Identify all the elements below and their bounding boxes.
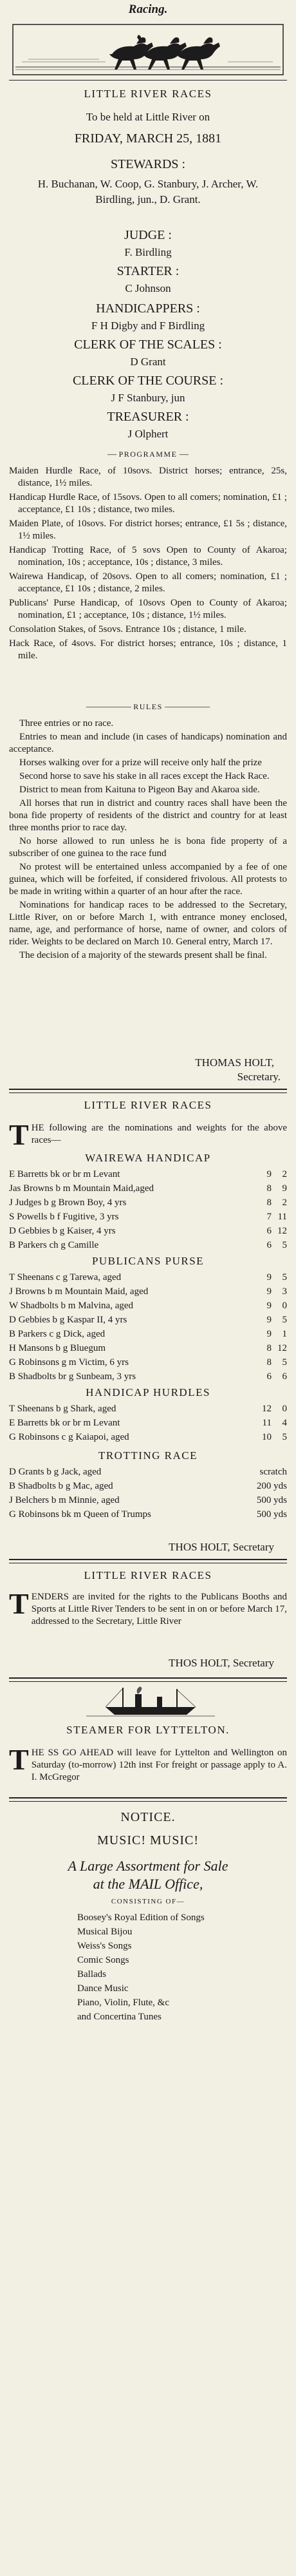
music-item: Musical Bijou bbox=[77, 1927, 133, 1937]
steamer-illustration bbox=[9, 1685, 287, 1719]
horse-entry: J Belchers b m Minnie, aged bbox=[9, 1495, 120, 1505]
programme-item: Handicap Trotting Race, of 5 sovs Open to County of Akaroa; nomination, 10s ; acceptance, 10s ; distance, 3 miles. bbox=[9, 545, 287, 568]
weight-pounds: 5 bbox=[282, 1240, 287, 1250]
tenders-text: ENDERS are invited for the rights to the Publicans Booths and Sports at Little River Tenders to be sent in on or before March 17, addressed to the Secretary, Little River bbox=[31, 1592, 287, 1627]
music-item: and Concertina Tunes bbox=[77, 2012, 162, 2022]
weight-stone: 10 bbox=[262, 1432, 272, 1442]
weight-stone: 8 bbox=[266, 1343, 272, 1353]
entry-row bbox=[9, 1493, 287, 1507]
horse-entry: J Browns b m Mountain Maid, aged bbox=[9, 1286, 149, 1297]
horse-entry: H Mansons b g Bluegum bbox=[9, 1343, 106, 1353]
programme-item: Wairewa Handicap, of 20sovs. Open to all comers; nomination, £1 ; acceptance, £1 10s ; distance, 2 miles. bbox=[9, 571, 287, 594]
entry-row bbox=[9, 1416, 287, 1430]
hurdles-list bbox=[9, 1402, 287, 1444]
trotting-heading: TROTTING RACE bbox=[98, 1449, 198, 1462]
music-item: Ballads bbox=[77, 1969, 106, 1980]
clerk-scales-heading: CLERK OF THE SCALES : bbox=[74, 338, 222, 352]
programme-item: Handicap Hurdle Race, of 15sovs. Open to all comers; nomination, £1 ; acceptance, £1 10s ; distance, two miles. bbox=[9, 492, 287, 515]
races-signature: THOMAS HOLT, bbox=[195, 1056, 274, 1069]
horse-entry: S Powells b f Fugitive, 3 yrs bbox=[9, 1212, 119, 1222]
entry-row bbox=[9, 1402, 287, 1416]
publicans-heading: PUBLICANS PURSE bbox=[91, 1255, 205, 1267]
entry-row bbox=[9, 1167, 287, 1181]
horse-entry: D Gebbies b g Kaspar II, 4 yrs bbox=[9, 1315, 127, 1325]
entry-row bbox=[9, 1430, 287, 1444]
weight-stone: 8 bbox=[266, 1357, 272, 1368]
wairewa-heading: WAIREWA HANDICAP bbox=[85, 1152, 211, 1164]
hurdles-heading: HANDICAP HURDLES bbox=[86, 1386, 210, 1398]
weight-pounds: 0 bbox=[282, 1404, 287, 1414]
races-ad-title: LITTLE RIVER RACES bbox=[84, 88, 212, 100]
rule-item: Second horse to save his stake in all races except the Hack Race. bbox=[19, 771, 270, 781]
clerk-course-heading: CLERK OF THE COURSE : bbox=[72, 374, 224, 388]
entry-row bbox=[9, 1507, 287, 1522]
nominations-intro-text: HE following are the nominations and weights for the above races— bbox=[31, 1123, 287, 1145]
programme-heading: PROGRAMME bbox=[118, 450, 178, 459]
starter-name: C Johnson bbox=[125, 282, 171, 294]
horse-entry: G Robinsons g m Victim, 6 yrs bbox=[9, 1357, 129, 1368]
weight-stone: 12 bbox=[262, 1404, 272, 1414]
horse-entry: Jas Browns b m Mountain Maid,aged bbox=[9, 1183, 154, 1194]
entry-row bbox=[9, 1355, 287, 1369]
weight-pounds: 3 bbox=[282, 1286, 287, 1297]
rule-item: Three entries or no race. bbox=[19, 718, 114, 729]
music-heading: MUSIC! MUSIC! bbox=[97, 1833, 199, 1847]
entry-row bbox=[9, 1181, 287, 1196]
weight-stone: 6 bbox=[266, 1371, 272, 1382]
steamer-body bbox=[9, 1743, 287, 1784]
racehorses-icon bbox=[9, 22, 287, 77]
nominations-title: LITTLE RIVER RACES bbox=[84, 1099, 212, 1111]
nominations-signature: THOS HOLT, Secretary bbox=[169, 1541, 274, 1553]
handicappers-heading: HANDICAPPERS : bbox=[96, 301, 200, 316]
entry-row bbox=[9, 1313, 287, 1327]
horse-entry: E Barretts bk or br m Levant bbox=[9, 1418, 120, 1428]
section-title: Racing. bbox=[128, 3, 168, 16]
weight-pounds: 2 bbox=[282, 1197, 287, 1208]
weight-stone: 11 bbox=[262, 1418, 272, 1428]
weight-pounds: 11 bbox=[277, 1212, 287, 1222]
trotting-list bbox=[9, 1465, 287, 1522]
judge-heading: JUDGE : bbox=[124, 228, 172, 242]
divider bbox=[9, 80, 287, 81]
steamer-text: HE SS GO AHEAD will leave for Lyttelton and Wellington on Saturday (to-morrow) 12th inst For freight or passage apply to A. I. McGregor bbox=[31, 1748, 287, 1782]
weight-pounds: 9 bbox=[282, 1183, 287, 1194]
entry-row bbox=[9, 1196, 287, 1210]
weight-pounds: 2 bbox=[282, 1169, 287, 1179]
steamer-dropcap: T bbox=[9, 1743, 29, 1776]
entry-row bbox=[9, 1210, 287, 1224]
weight-stone: 8 bbox=[266, 1197, 272, 1208]
weight-stone: 9 bbox=[266, 1169, 272, 1179]
horse-entry: W Shadbolts b m Malvina, aged bbox=[9, 1301, 134, 1311]
treasurer-heading: TREASURER : bbox=[107, 410, 189, 424]
horse-entry: B Shadbolts b g Mac, aged bbox=[9, 1481, 113, 1491]
rule-item: No protest will be entertained unless accompanied by a fee of one guinea, which will be forfeited, if considered frivolous. All protests to be made in writing within a quarter of an hour after the race. bbox=[9, 862, 287, 897]
music-item: Dance Music bbox=[77, 1983, 129, 1994]
horse-entry: J Judges b g Brown Boy, 4 yrs bbox=[9, 1197, 127, 1208]
entry-row bbox=[9, 1369, 287, 1384]
weight-stone: 8 bbox=[266, 1183, 272, 1194]
clerk-scales-name: D Grant bbox=[130, 356, 166, 368]
rule-item: The decision of a majority of the stewards present shall be final. bbox=[19, 950, 267, 960]
music-notice: NOTICE. bbox=[120, 1810, 176, 1824]
entry-row bbox=[9, 1327, 287, 1341]
entry-row bbox=[9, 1270, 287, 1284]
stewards-heading: STEWARDS : bbox=[110, 157, 186, 171]
entry-row bbox=[9, 1479, 287, 1493]
horse-entry: D Grants b g Jack, aged bbox=[9, 1467, 102, 1477]
rule-item: All horses that run in district and country races shall have been the bona fide property of residents of the district and country for at least three months prior to race day. bbox=[9, 798, 287, 833]
programme-item: Maiden Plate, of 10sovs. For district horses; entrance, £1 5s ; distance, 1½ miles. bbox=[9, 519, 287, 541]
horse-entry: B Parkers c g Dick, aged bbox=[9, 1329, 106, 1339]
weight-pounds: 5 bbox=[282, 1432, 287, 1442]
horse-entry: B Parkers ch g Camille bbox=[9, 1240, 99, 1250]
divider bbox=[9, 1677, 287, 1682]
rule-item: District to mean from Kaituna to Pigeon Bay and Akaroa side. bbox=[19, 785, 260, 795]
weight-pounds: 12 bbox=[277, 1226, 287, 1236]
starter-heading: STARTER : bbox=[116, 264, 180, 278]
rules-heading: RULES bbox=[133, 702, 163, 711]
rule-item: Nominations for handicap races to be addressed to the Secretary, Little River, on or before March 1, with entrance money enclosed, name, age, and performance of horse, name of owner, and colors of rider. Weights to be declared on March 10. General entry, March 17. bbox=[9, 900, 287, 947]
programme-item: Maiden Hurdle Race, of 10sovs. District horses; entrance, 25s, distance, 1½ miles. bbox=[9, 466, 287, 488]
programme-heading-wrap: — PROGRAMME — bbox=[107, 450, 189, 459]
entry-row bbox=[9, 1465, 287, 1479]
race-date: FRIDAY, MARCH 25, 1881 bbox=[74, 131, 222, 146]
horse-entry: B Shadbolts br g Sunbeam, 3 yrs bbox=[9, 1371, 136, 1382]
weight-pounds: 4 bbox=[282, 1418, 287, 1428]
stewards-list: H. Buchanan, W. Coop, G. Stanbury, J. Archer, W. Birdling, jun., D. Grant. bbox=[37, 178, 259, 205]
weight-pounds: 5 bbox=[282, 1272, 287, 1283]
clerk-course-name: J F Stanbury, jun bbox=[111, 392, 185, 404]
music-line1: A Large Assortment for Sale bbox=[68, 1858, 228, 1874]
weight-stone: 9 bbox=[266, 1272, 272, 1283]
weight-pounds: 1 bbox=[282, 1329, 287, 1339]
tenders-signature: THOS HOLT, Secretary bbox=[169, 1657, 274, 1669]
nominations-dropcap: T bbox=[9, 1118, 29, 1151]
tenders-title: LITTLE RIVER RACES bbox=[84, 1569, 212, 1581]
nominations-intro bbox=[9, 1118, 287, 1151]
tenders-body bbox=[9, 1587, 287, 1628]
start-allowance: 200 yds bbox=[256, 1481, 287, 1491]
publicans-list bbox=[9, 1270, 287, 1384]
entry-row bbox=[9, 1284, 287, 1299]
steamer-title: STEAMER FOR LYTTELTON. bbox=[66, 1724, 230, 1736]
weight-pounds: 0 bbox=[282, 1301, 287, 1311]
races-signature-title: Secretary. bbox=[237, 1071, 281, 1083]
rules-heading-wrap: ————— RULES ————— bbox=[86, 702, 210, 712]
horse-entry: E Barretts bk or br m Levant bbox=[9, 1169, 120, 1179]
wairewa-list bbox=[9, 1167, 287, 1252]
entry-row bbox=[9, 1224, 287, 1238]
rule-item: No horse allowed to run unless he is bona fide property of a subscriber of one guinea to the race fund bbox=[9, 836, 287, 859]
weight-pounds: 5 bbox=[282, 1315, 287, 1325]
divider bbox=[9, 1797, 287, 1802]
start-allowance: scratch bbox=[259, 1467, 287, 1477]
programme-list bbox=[9, 465, 287, 664]
music-consisting: CONSISTING OF— bbox=[111, 1898, 185, 1905]
rule-item: Horses walking over for a prize will receive only half the prize bbox=[19, 758, 262, 768]
horse-entry: G Robinsons c g Kaiapoi, aged bbox=[9, 1432, 129, 1442]
weight-pounds: 5 bbox=[282, 1357, 287, 1368]
music-item: Piano, Violin, Flute, &c bbox=[77, 1998, 169, 2008]
entry-row bbox=[9, 1238, 287, 1252]
handicappers-names: F H Digby and F Birdling bbox=[91, 320, 205, 332]
weight-pounds: 6 bbox=[282, 1371, 287, 1382]
horse-entry: G Robinsons bk m Queen of Trumps bbox=[9, 1509, 151, 1520]
programme-item: Consolation Stakes, of 5sovs. Entrance 10s ; distance, 1 mile. bbox=[9, 624, 246, 634]
steamship-icon bbox=[9, 1685, 287, 1719]
start-allowance: 500 yds bbox=[256, 1509, 287, 1520]
weight-stone: 9 bbox=[266, 1301, 272, 1311]
weight-stone: 9 bbox=[266, 1286, 272, 1297]
to-be-held: To be held at Little River on bbox=[86, 111, 210, 123]
rules-list bbox=[9, 718, 287, 963]
music-items-list bbox=[77, 1911, 270, 2024]
music-item: Boosey's Royal Edition of Songs bbox=[77, 1913, 205, 1923]
weight-stone: 9 bbox=[266, 1315, 272, 1325]
programme-item: Hack Race, of 4sovs. For district horses; entrance, 10s ; distance, 1 mile. bbox=[9, 638, 287, 661]
treasurer-name: J Olphert bbox=[127, 428, 169, 440]
entry-row bbox=[9, 1299, 287, 1313]
music-item: Comic Songs bbox=[77, 1955, 129, 1965]
entry-row bbox=[9, 1341, 287, 1355]
music-line2: at the MAIL Office, bbox=[93, 1876, 203, 1892]
horse-entry: T Sheenans c g Tarewa, aged bbox=[9, 1272, 122, 1283]
judge-name: F. Birdling bbox=[124, 246, 172, 258]
weight-stone: 6 bbox=[266, 1226, 272, 1236]
weight-stone: 6 bbox=[266, 1240, 272, 1250]
divider bbox=[9, 1559, 287, 1563]
weight-stone: 7 bbox=[266, 1212, 272, 1222]
weight-stone: 9 bbox=[266, 1329, 272, 1339]
weight-pounds: 12 bbox=[277, 1343, 287, 1353]
programme-item: Publicans' Purse Handicap, of 10sovs Open to County of Akaroa; nomination, £1 ; acceptance, 10s ; distance, 1½ miles. bbox=[9, 598, 287, 620]
horse-entry: T Sheenans b g Shark, aged bbox=[9, 1404, 116, 1414]
divider bbox=[9, 1089, 287, 1093]
music-item: Weiss's Songs bbox=[77, 1941, 132, 1951]
tenders-dropcap: T bbox=[9, 1587, 29, 1620]
racehorses-illustration bbox=[9, 22, 287, 77]
start-allowance: 500 yds bbox=[256, 1495, 287, 1505]
horse-entry: D Gebbies b g Kaiser, 4 yrs bbox=[9, 1226, 116, 1236]
rule-item: Entries to mean and include (in cases of handicaps) nomination and acceptance. bbox=[9, 732, 287, 754]
